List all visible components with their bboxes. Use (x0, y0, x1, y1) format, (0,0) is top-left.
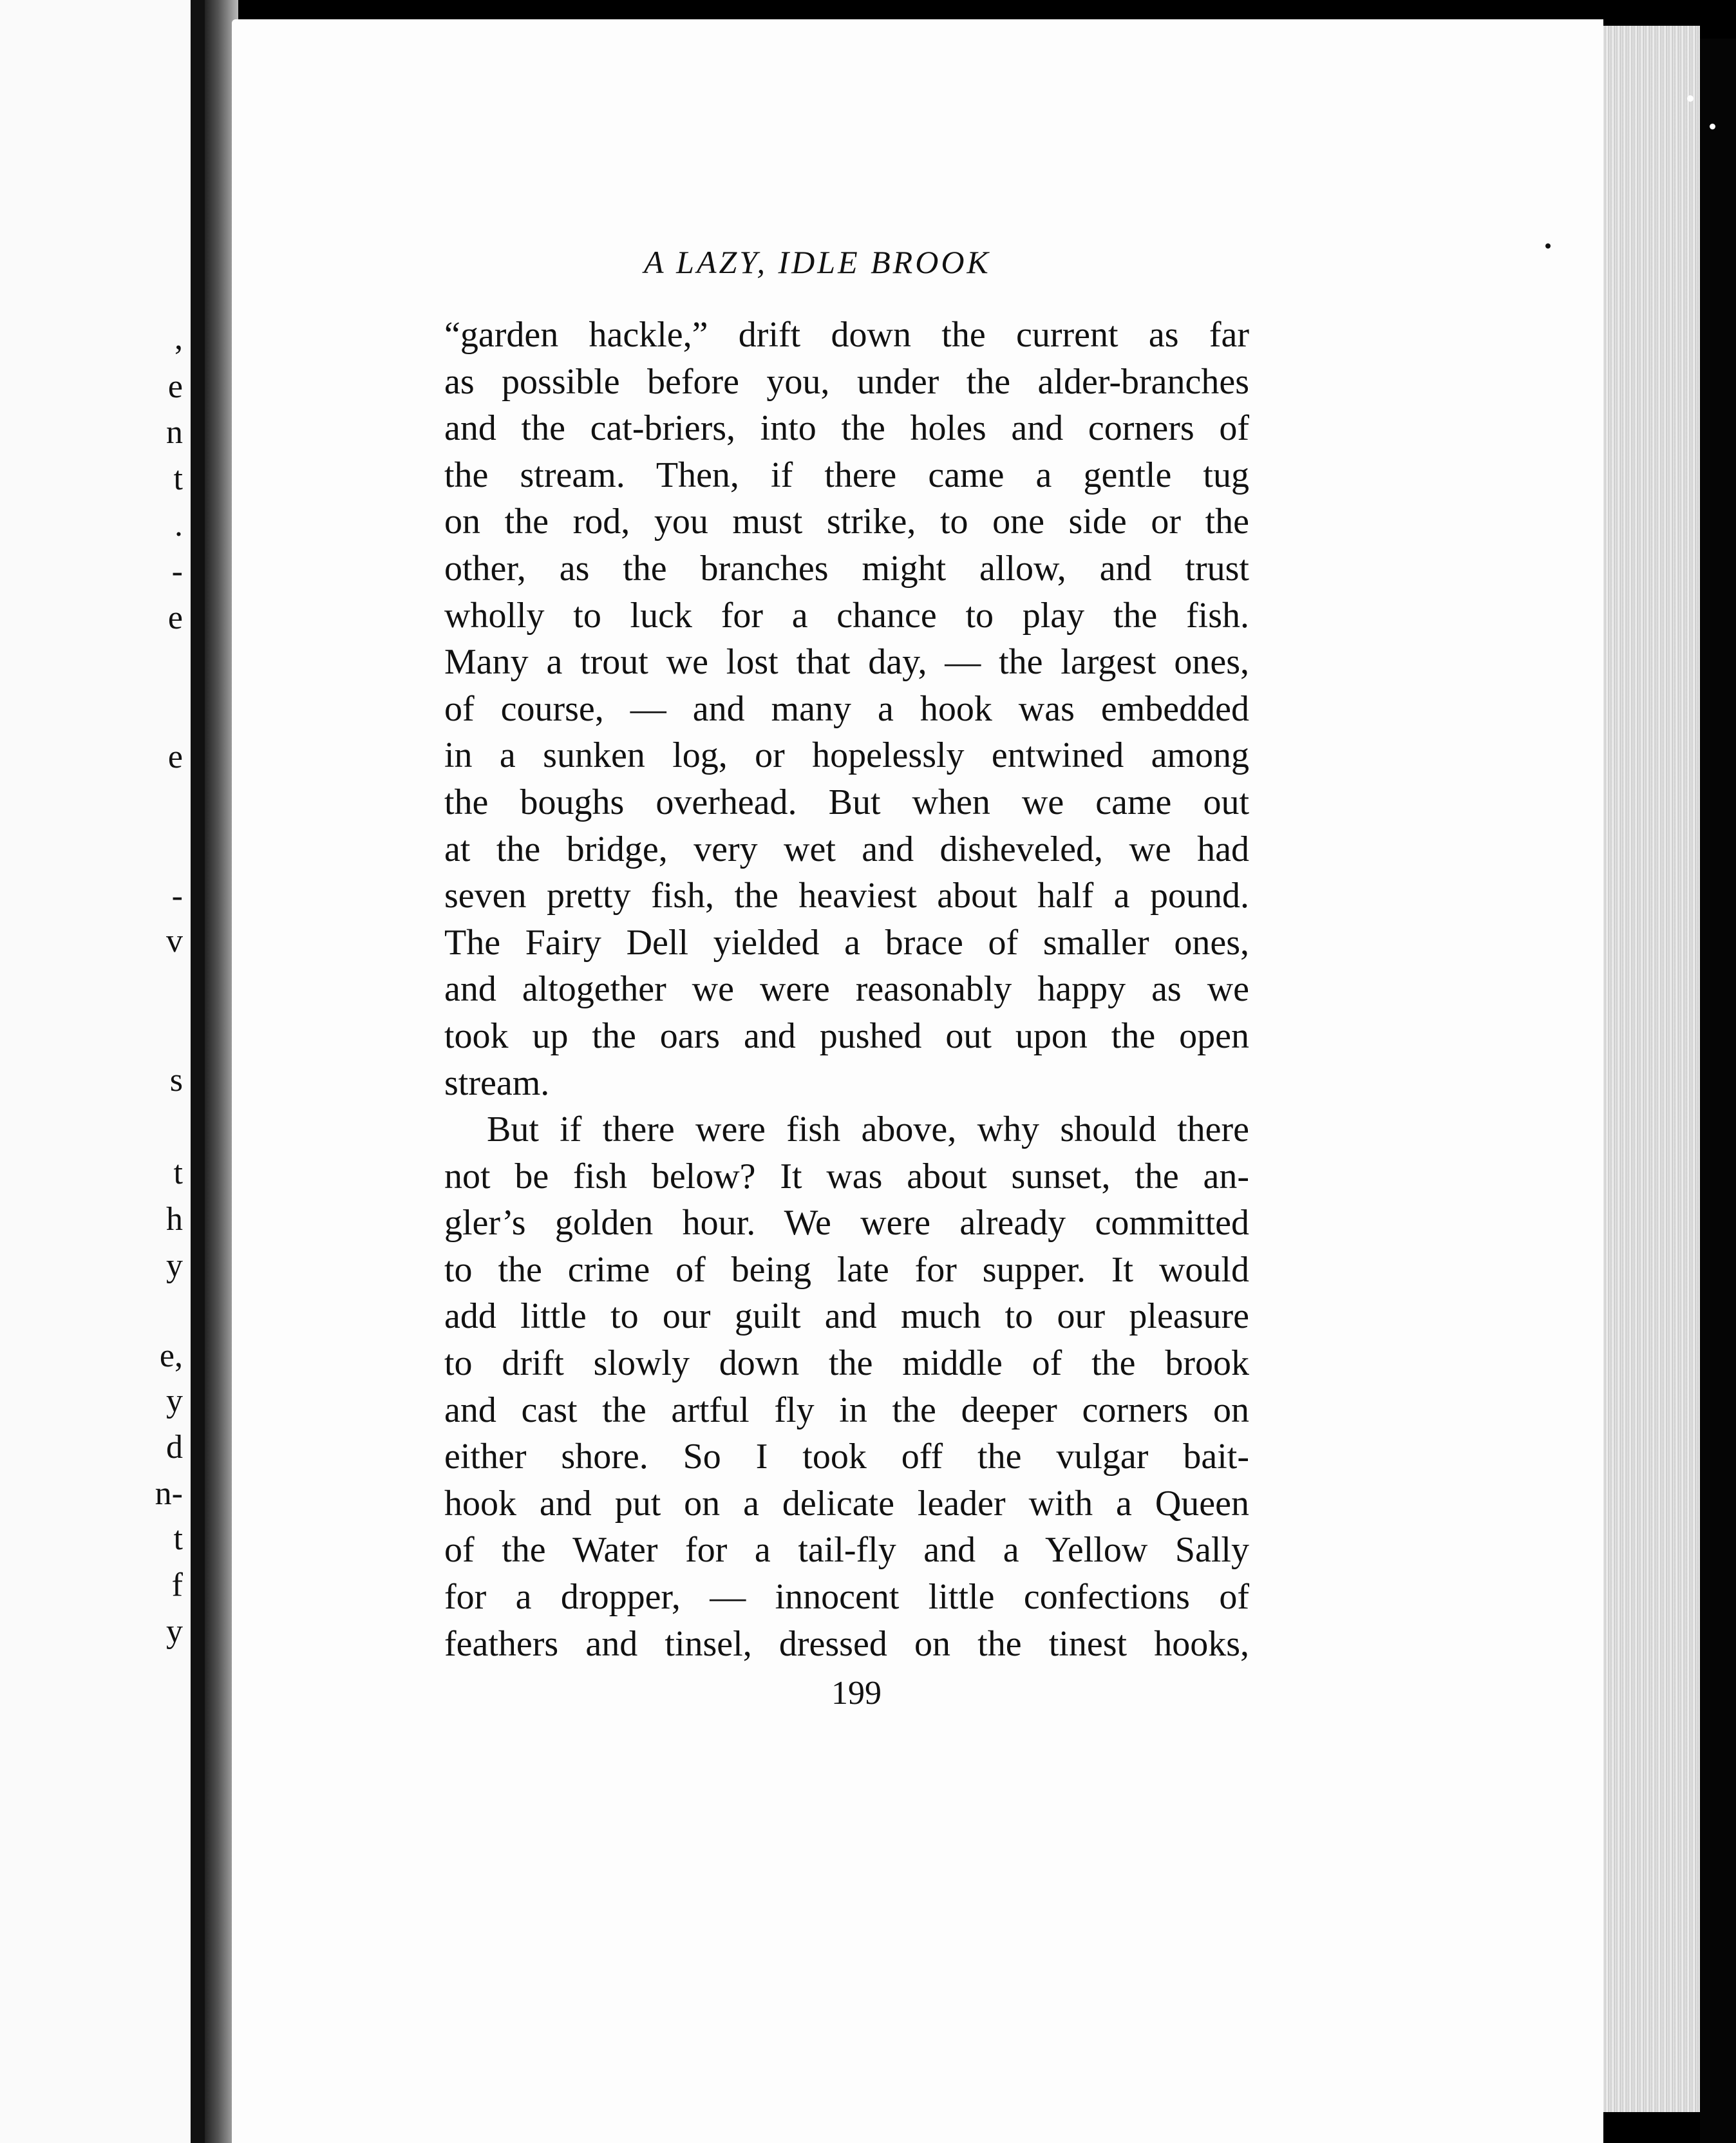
text-line: The Fairy Dell yielded a brace of smaller ones, (444, 922, 1249, 963)
left-margin-glyph: y (166, 1383, 183, 1419)
text-line: at the bridge, very wet and disheveled, we had (444, 829, 1249, 869)
body-text (444, 312, 1249, 1667)
left-margin-glyph: y (166, 1613, 183, 1650)
left-margin-glyph: y (166, 1247, 183, 1284)
left-margin-glyph: e (167, 599, 183, 636)
left-margin-glyph: f (171, 1567, 183, 1603)
scan-speck (1687, 95, 1694, 102)
text-line: wholly to luck for a chance to play the fish. (444, 595, 1249, 636)
text-line: to the crime of being late for supper. It would (444, 1249, 1249, 1290)
left-margin-glyph: t (173, 1520, 183, 1557)
text-line: add little to our guilt and much to our pleasure (444, 1296, 1249, 1337)
left-margin-glyph: - (171, 553, 183, 590)
text-line: hook and put on a delicate leader with a Queen (444, 1483, 1249, 1524)
text-line: either shore. So I took off the vulgar bait- (444, 1437, 1249, 1477)
text-line: as possible before you, under the alder-branches (444, 361, 1249, 402)
left-margin-glyph: n- (155, 1475, 183, 1512)
left-margin-glyph: t (173, 1155, 183, 1191)
left-margin-glyph: e (167, 368, 183, 405)
text-line: and altogether we were reasonably happy as we (444, 969, 1249, 1010)
left-margin-glyph: h (166, 1201, 183, 1238)
text-line: took up the oars and pushed out upon the open (444, 1015, 1249, 1056)
text-line: for a dropper, — innocent little confections of (444, 1577, 1249, 1618)
text-line: gler’s golden hour. We were already committed (444, 1203, 1249, 1243)
text-line: on the rod, you must strike, to one side or the (444, 502, 1249, 542)
left-page-edge (191, 0, 205, 2143)
page-number: 199 (831, 1675, 882, 1712)
left-margin-glyph: v (166, 923, 183, 959)
text-line: and the cat-briers, into the holes and corners of (444, 408, 1249, 449)
text-line: other, as the branches might allow, and trust (444, 548, 1249, 589)
text-line: in a sunken log, or hopelessly entwined among (444, 735, 1249, 776)
left-margin-glyph: s (169, 1062, 183, 1099)
text-line: Many a trout we lost that day, — the largest ones, (444, 642, 1249, 683)
left-margin-glyph: . (175, 507, 183, 543)
page-block-edge (1603, 26, 1700, 2112)
scan-speck (1710, 124, 1715, 129)
text-line: seven pretty fish, the heaviest about half a pound. (444, 876, 1249, 916)
text-line: and cast the artful fly in the deeper corners on (444, 1390, 1249, 1430)
text-line: to drift slowly down the middle of the brook (444, 1343, 1249, 1384)
text-line: “garden hackle,” drift down the current as far (444, 315, 1249, 355)
left-margin-glyph: d (166, 1429, 183, 1466)
text-line: not be fish below? It was about sunset, the an- (444, 1156, 1249, 1196)
scan-speck (1545, 243, 1551, 249)
left-margin-glyph: n (166, 414, 183, 451)
left-margin-glyph: e, (159, 1337, 183, 1374)
text-line: stream. (444, 1062, 550, 1103)
left-margin-glyph: e (167, 739, 183, 775)
text-line: the boughs overhead. But when we came out (444, 782, 1249, 822)
left-margin-glyph: t (173, 460, 183, 497)
left-margin-glyph: , (175, 320, 183, 357)
text-line: of course, — and many a hook was embedded (444, 688, 1249, 729)
left-margin-glyph: - (171, 878, 183, 914)
text-line: But if there were fish above, why should there (487, 1109, 1249, 1150)
book-cover-edge (1700, 39, 1736, 2143)
running-head: A LAZY, IDLE BROOK (644, 244, 991, 280)
text-line: of the Water for a tail-fly and a Yellow Sally (444, 1530, 1249, 1571)
text-line: feathers and tinsel, dressed on the tinest hooks, (444, 1623, 1249, 1664)
text-line: the stream. Then, if there came a gentle tug (444, 455, 1249, 495)
left-facing-page (0, 0, 205, 2143)
